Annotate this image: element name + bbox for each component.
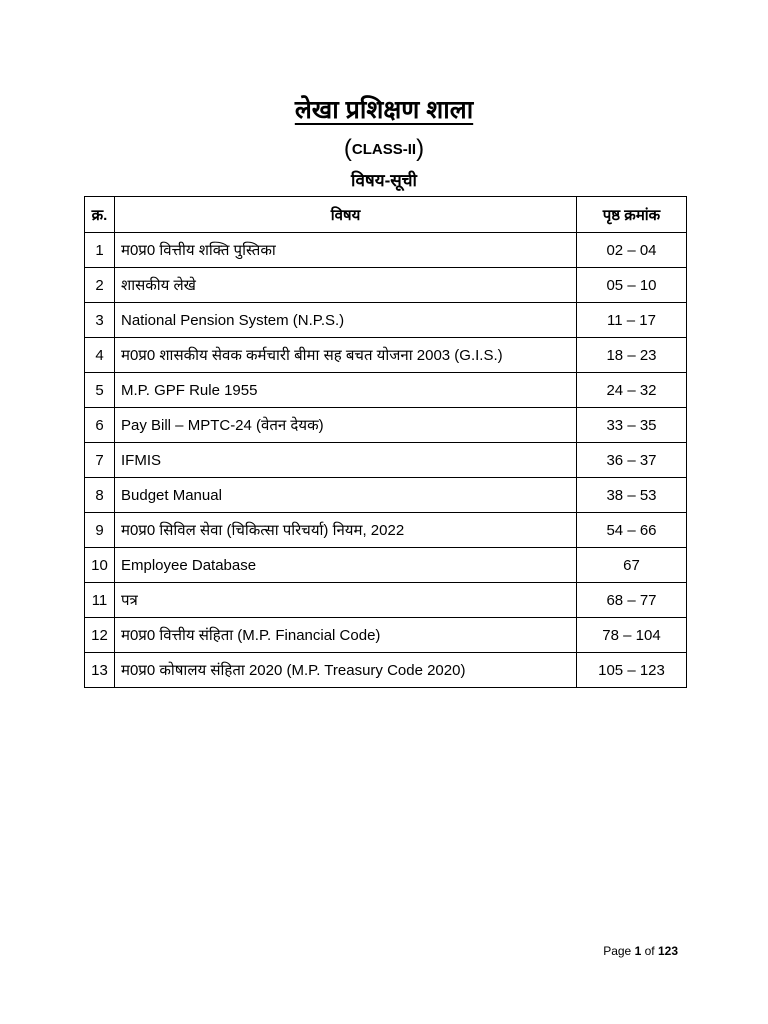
row-serial: 11	[85, 583, 115, 618]
document-title: लेखा प्रशिक्षण शाला	[294, 96, 474, 124]
contents-table	[84, 196, 687, 688]
table-row	[85, 233, 687, 268]
row-pages: 105 – 123	[577, 653, 687, 688]
row-serial: 7	[85, 443, 115, 478]
row-topic: पत्र	[115, 583, 577, 618]
of-word: of	[644, 944, 655, 958]
row-pages: 36 – 37	[577, 443, 687, 478]
row-serial: 13	[85, 653, 115, 688]
row-pages: 24 – 32	[577, 373, 687, 408]
row-pages: 54 – 66	[577, 513, 687, 548]
table-row	[85, 653, 687, 688]
row-topic: IFMIS	[115, 443, 577, 478]
row-pages: 05 – 10	[577, 268, 687, 303]
row-serial: 9	[85, 513, 115, 548]
table-row	[85, 513, 687, 548]
row-pages: 33 – 35	[577, 408, 687, 443]
table-row	[85, 478, 687, 513]
row-topic: म0प्र0 शासकीय सेवक कर्मचारी बीमा सह बचत योजना 2003 (G.I.S.)	[115, 338, 577, 373]
table-row	[85, 618, 687, 653]
row-pages: 38 – 53	[577, 478, 687, 513]
row-topic: Employee Database	[115, 548, 577, 583]
row-topic: म0प्र0 वित्तीय संहिता (M.P. Financial Code)	[115, 618, 577, 653]
page-footer	[603, 944, 678, 958]
row-pages: 78 – 104	[577, 618, 687, 653]
row-serial: 4	[85, 338, 115, 373]
contents-heading: विषय-सूची	[351, 171, 417, 190]
row-serial: 6	[85, 408, 115, 443]
row-topic: म0प्र0 सिविल सेवा (चिकित्सा परिचर्या) नियम, 2022	[115, 513, 577, 548]
header-pages: पृष्ठ क्रमांक	[577, 197, 687, 233]
row-serial: 10	[85, 548, 115, 583]
document-subtitle: (CLASS-II)	[343, 135, 425, 162]
header-topic: विषय	[115, 197, 577, 233]
table-row	[85, 408, 687, 443]
current-page-number: 1	[634, 944, 642, 958]
row-serial: 5	[85, 373, 115, 408]
row-serial: 3	[85, 303, 115, 338]
table-row	[85, 583, 687, 618]
table-body	[85, 233, 687, 688]
table-row	[85, 268, 687, 303]
header-serial: क्र.	[85, 197, 115, 233]
page-word: Page	[603, 944, 632, 958]
table-row	[85, 338, 687, 373]
row-topic: Pay Bill – MPTC-24 (वेतन देयक)	[115, 408, 577, 443]
row-pages: 18 – 23	[577, 338, 687, 373]
table-header-row	[85, 197, 687, 233]
total-pages: 123	[657, 944, 678, 958]
table-row	[85, 373, 687, 408]
row-serial: 2	[85, 268, 115, 303]
row-pages: 11 – 17	[577, 303, 687, 338]
table-row	[85, 303, 687, 338]
row-topic: National Pension System (N.P.S.)	[115, 303, 577, 338]
row-serial: 12	[85, 618, 115, 653]
row-topic: शासकीय लेखे	[115, 268, 577, 303]
row-serial: 8	[85, 478, 115, 513]
row-topic: M.P. GPF Rule 1955	[115, 373, 577, 408]
row-serial: 1	[85, 233, 115, 268]
table-row	[85, 443, 687, 478]
row-pages: 68 – 77	[577, 583, 687, 618]
row-pages: 02 – 04	[577, 233, 687, 268]
row-topic: म0प्र0 वित्तीय शक्ति पुस्तिका	[115, 233, 577, 268]
subtitle-text: CLASS-II	[351, 141, 417, 158]
row-pages: 67	[577, 548, 687, 583]
row-topic: Budget Manual	[115, 478, 577, 513]
row-topic: म0प्र0 कोषालय संहिता 2020 (M.P. Treasury Code 2020)	[115, 653, 577, 688]
table-row	[85, 548, 687, 583]
